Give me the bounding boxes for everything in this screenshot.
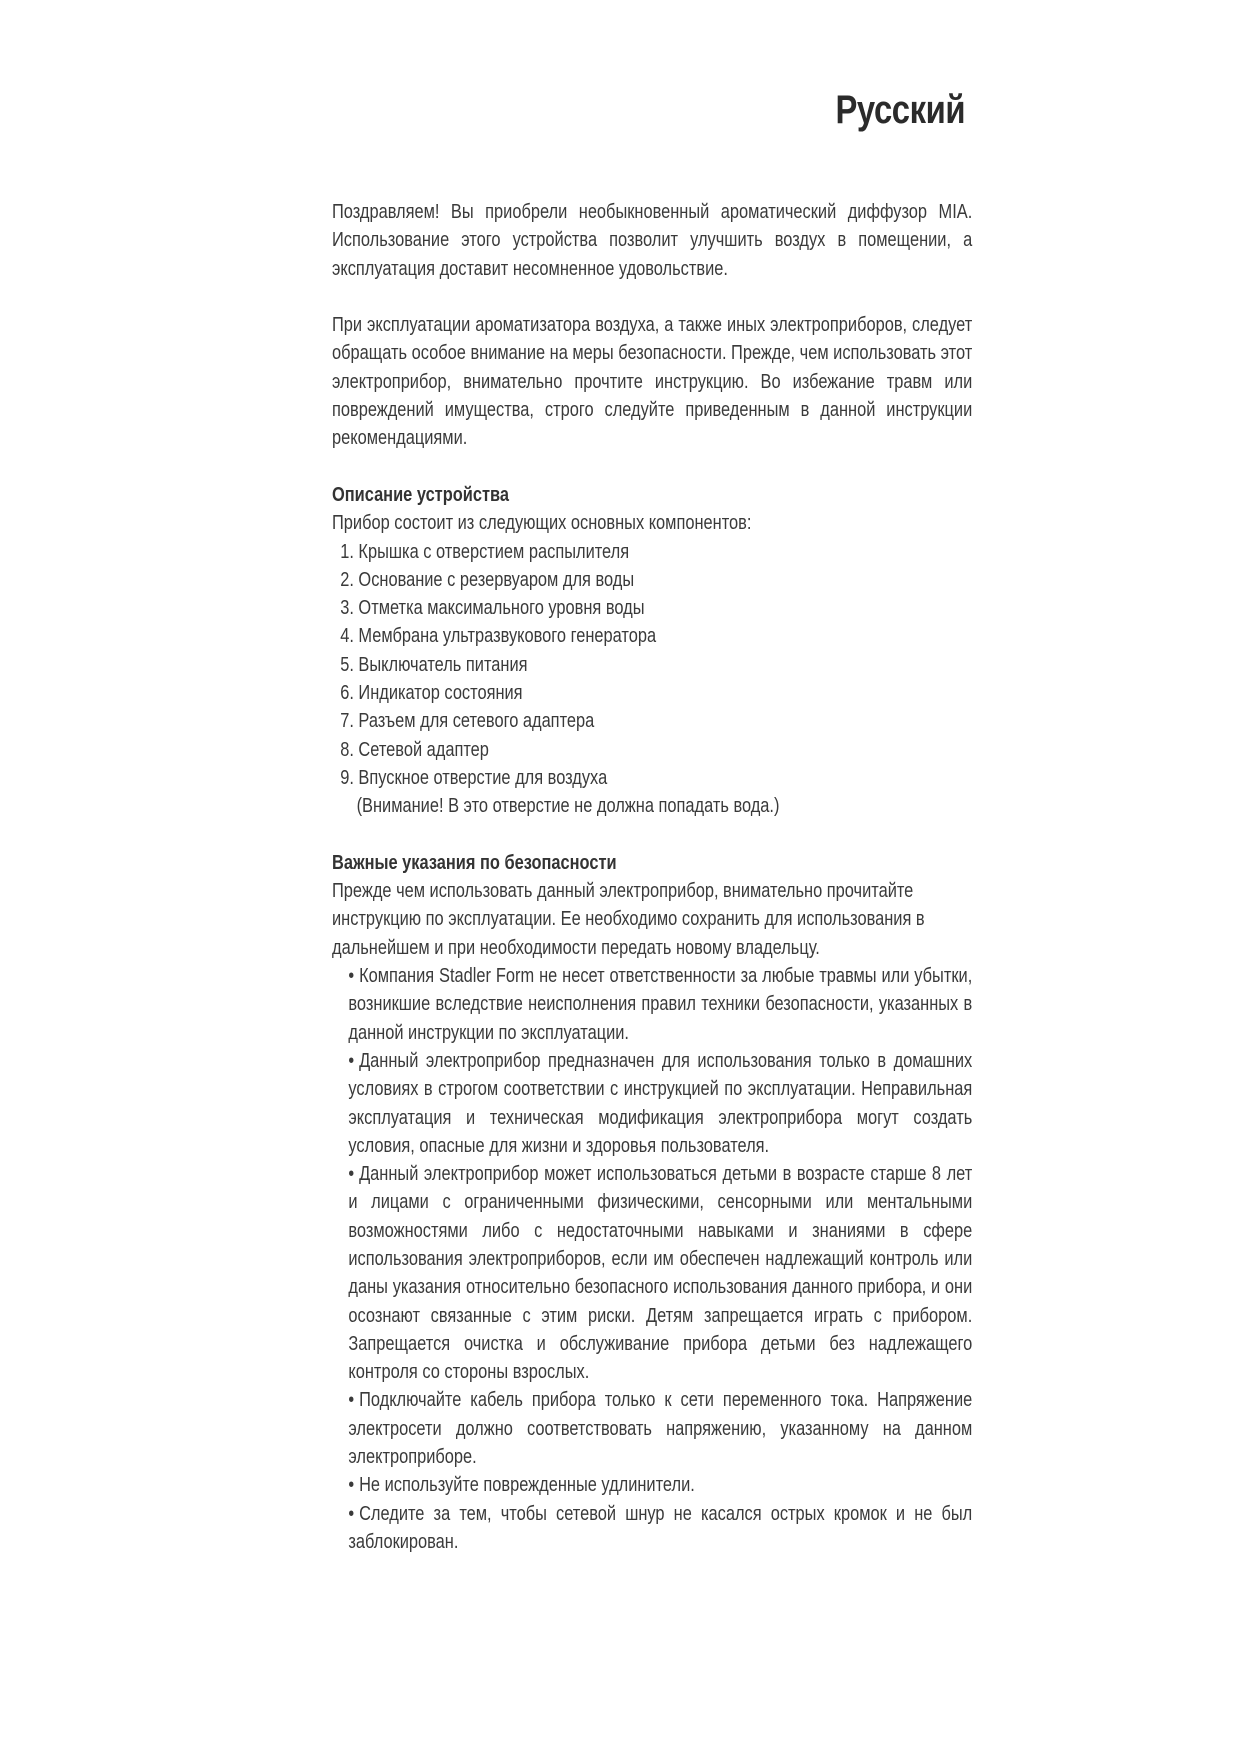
air-inlet-note: (Внимание! В это отверстие не должна попадать вода.) [356,795,780,818]
section-spacer [332,821,972,849]
list-item: 8. Сетевой адаптер [340,738,489,761]
bullet-text: Подключайте кабель прибора только к сети переменного тока. Напряжение электросети должно соответствовать напряжению, указанному на данном электроприборе. [348,1389,973,1469]
safety-bullets [332,962,972,1556]
list-item [348,1047,972,1160]
list-item [348,1386,972,1471]
list-item: 2. Основание с резервуаром для воды [340,568,635,591]
list-item [348,1500,972,1557]
safety-heading: Важные указания по безопасности [332,851,617,874]
bullet-text: Данный электроприбор предназначен для использования только в домашних условиях в строгом соответствии с инструкцией по эксплуатации. Неправильная эксплуатация и техническая модификация электроприбора могут создать условия, опасные для жизни и здоровья пользователя. [348,1049,973,1157]
intro-paragraph-1: Поздравляем! Вы приобрели необыкновенный ароматический диффузор MIA. Использование этого устройства позволит улучшить воздух в помещении, а эксплуатация доставит несомненное удовольствие. [332,201,973,280]
bullet-text: Следите за тем, чтобы сетевой шнур не касался острых кромок и не был заблокирован. [348,1502,973,1553]
list-item: 3. Отметка максимального уровня воды [340,597,645,620]
bullet-icon: • [348,965,355,988]
intro-paragraph-2: При эксплуатации ароматизатора воздуха, а также иных электроприборов, следует обращать особое внимание на меры безопасности. Прежде, чем использовать этот электроприбор, внимательно прочтите инструкцию. Во избежание травм или повреждений имущества, строго следуйте приведенным в данной инструкции рекомендациями. [332,314,973,450]
bullet-icon: • [348,1474,355,1497]
list-item: 4. Мембрана ультразвукового генератора [340,625,657,648]
bullet-text: Компания Stadler Form не несет ответственности за любые травмы или убытки, возникшие вследствие неисполнения правил техники безопасности, указанных в данной инструкции по эксплуатации. [348,965,973,1044]
bullet-icon: • [348,1049,355,1072]
list-item [348,1471,972,1499]
document-body [332,198,972,1556]
list-item: 7. Разъем для сетевого адаптера [340,710,595,733]
list-item: 9. Впускное отверстие для воздуха [340,766,608,789]
bullet-text: Данный электроприбор может использоваться детьми в возрасте старше 8 лет и лицами с ограниченными физическими, сенсорными или ментальными возможностями либо с недостаточными навыками и знаниями в сфере использования электроприборов, если им обеспечен надлежащий контроль или даны указания относительно безопасного использования данного прибора, и они осознают связанные с этим риски. Детям запрещается играть с прибором. Запрещается очистка и обслуживание прибора детьми без надлежащего контроля со стороны взрослых. [348,1163,973,1384]
list-item: 6. Индикатор состояния [340,682,523,705]
bullet-icon: • [348,1389,355,1412]
list-item: 1. Крышка с отверстием распылителя [340,540,630,563]
safety-lead: Прежде чем использовать данный электроприбор, внимательно прочитайте инструкцию по эксплуатации. Ее необходимо сохранить для использования в дальнейшем и при необходимости передать новому владельцу. [332,880,925,959]
page-title: Русский [835,88,965,132]
list-item [348,962,972,1047]
bullet-icon: • [348,1163,355,1186]
bullet-icon: • [348,1502,355,1525]
components-list [332,538,972,821]
list-item [348,1160,972,1386]
description-heading: Описание устройства [332,483,509,506]
description-lead: Прибор состоит из следующих основных компонентов: [332,512,752,535]
bullet-text: Не используйте поврежденные удлинители. [359,1474,695,1497]
document-text-block [332,198,972,1556]
list-item: 5. Выключатель питания [340,653,528,676]
